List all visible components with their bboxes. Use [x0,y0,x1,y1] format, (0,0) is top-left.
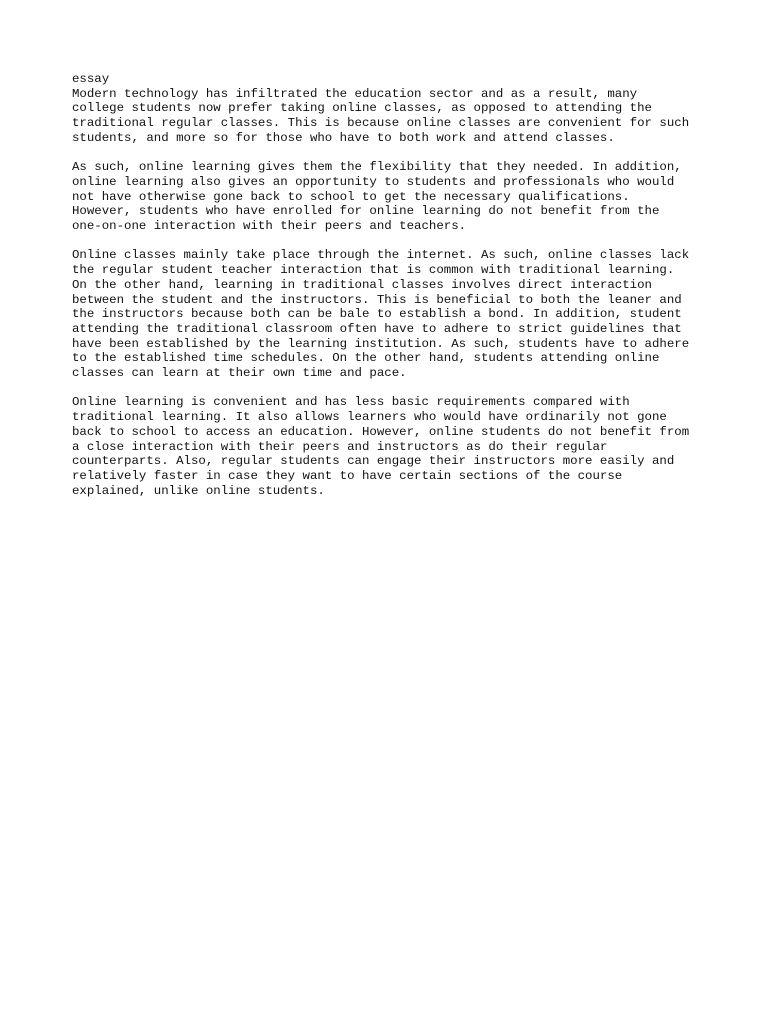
text-line: explained, unlike online students. [72,483,325,498]
text-line: college students now prefer taking online classes, as opposed to attending the [72,101,652,116]
text-line: Online classes mainly take place through the internet. As such, online classes lack [72,248,690,263]
paragraph-1 [72,87,712,146]
text-line: not have otherwise gone back to school to get the necessary qualifications. [72,189,630,204]
paragraph-4 [72,395,712,498]
text-line: students, and more so for those who have to both work and attend classes. [72,130,615,145]
text-line: classes can learn at their own time and pace. [72,366,407,381]
text-line: the instructors because both can be bale to establish a bond. In addition, student [72,307,682,322]
text-line: have been established by the learning institution. As such, students have to adhere [72,336,690,351]
text-line: one-on-one interaction with their peers and teachers. [72,219,467,234]
text-line: However, students who have enrolled for online learning do not benefit from the [72,204,660,219]
text-line: Online learning is convenient and has less basic requirements compared with [72,395,630,410]
text-line: the regular student teacher interaction that is common with traditional learning. [72,263,675,278]
document-page [72,72,712,513]
paragraph-2 [72,160,712,234]
text-line: relatively faster in case they want to have certain sections of the course [72,468,623,483]
text-line: a close interaction with their peers and instructors as do their regular [72,439,608,454]
text-line: online learning also gives an opportunity to students and professionals who would [72,174,675,189]
text-line: As such, online learning gives them the flexibility that they needed. In addition, [72,160,682,175]
text-line: counterparts. Also, regular students can engage their instructors more easily and [72,454,675,469]
text-line: traditional regular classes. This is because online classes are convenient for such [72,116,690,131]
text-line: to the established time schedules. On the other hand, students attending online [72,351,660,366]
paragraph-3 [72,248,712,380]
document-title: essay [72,72,110,86]
text-line: attending the traditional classroom often have to adhere to strict guidelines that [72,321,682,336]
text-line: traditional learning. It also allows learners who would have ordinarily not gone [72,410,667,425]
text-line: On the other hand, learning in traditional classes involves direct interaction [72,277,652,292]
text-line: between the student and the instructors. This is beneficial to both the leaner and [72,292,682,307]
text-line: back to school to access an education. However, online students do not benefit from [72,424,690,439]
text-line: Modern technology has infiltrated the education sector and as a result, many [72,86,638,101]
